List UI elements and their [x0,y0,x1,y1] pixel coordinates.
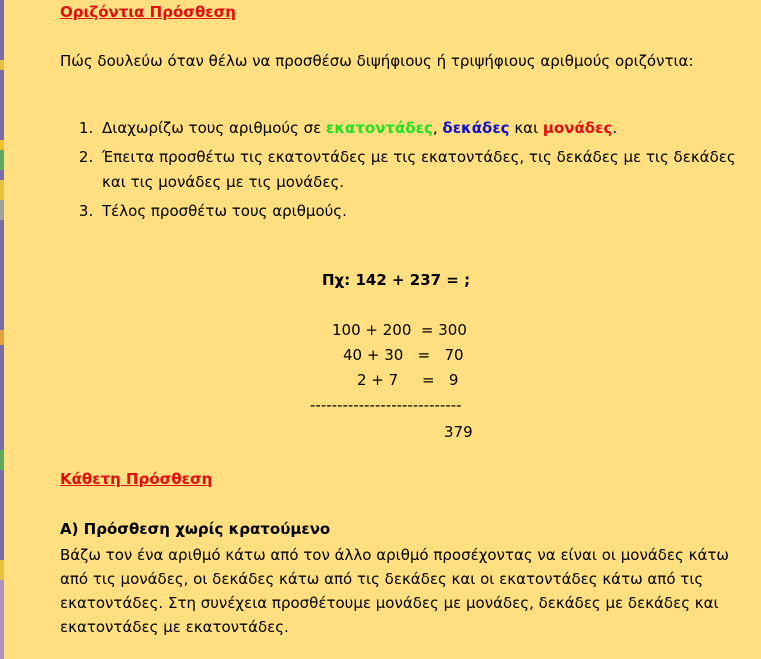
calc-line-hundreds: 100 + 200 = 300 [332,321,467,339]
left-decorative-strip [0,0,4,659]
calc-divider: ---------------------------- [310,396,462,414]
vertical-description-text: Βάζω τον ένα αριθμό κάτω από τον άλλο αριθμό προσέχοντας να είναι οι μονάδες κάτω από τις μονάδες, οι δεκάδες κάτω από τις δεκάδες και οι εκατοντάδες κάτω από τις εκατοντάδες. Στη συνέχεια προσθέτουμε μονάδες με μονάδες, δεκάδες με δεκάδες και εκατοντάδες με εκατοντάδες. [60,546,729,636]
step-1-text: Διαχωρίζω τους αριθμούς σε [102,119,327,137]
tens-term: δεκάδες [442,119,510,137]
vertical-addition-heading: Κάθετη Πρόσθεση [60,470,213,488]
step-1-comma: , [432,119,443,137]
calc-result: 379 [444,423,473,441]
units-term: μονάδες [542,119,613,137]
steps-list [60,116,748,228]
calc-line-tens: 40 + 30 = 70 [343,346,464,364]
step-2: 2. Έπειτα προσθέτω τις εκατοντάδες με τις εκατοντάδες, τις δεκάδες με τις δεκάδες και τις μονάδες με τις μονάδες. [98,145,748,195]
hundreds-term: εκατοντάδες [326,119,433,137]
horizontal-addition-heading: Οριζόντια Πρόσθεση [60,3,236,21]
step-1-and: και [509,119,543,137]
example-title: Πχ: 142 + 237 = ; [322,271,471,289]
calc-line-units: 2 + 7 = 9 [357,371,459,389]
no-carry-subheading: Α) Πρόσθεση χωρίς κρατούμενο [60,520,331,538]
step-1-end: . [612,119,618,137]
horizontal-intro-text: Πώς δουλεύω όταν θέλω να προσθέσω διψήφιους ή τριψήφιους αριθμούς οριζόντια: [60,52,694,70]
step-1 [98,116,748,141]
step-3: 3. Τέλος προσθέτω τους αριθμούς. [98,199,748,224]
